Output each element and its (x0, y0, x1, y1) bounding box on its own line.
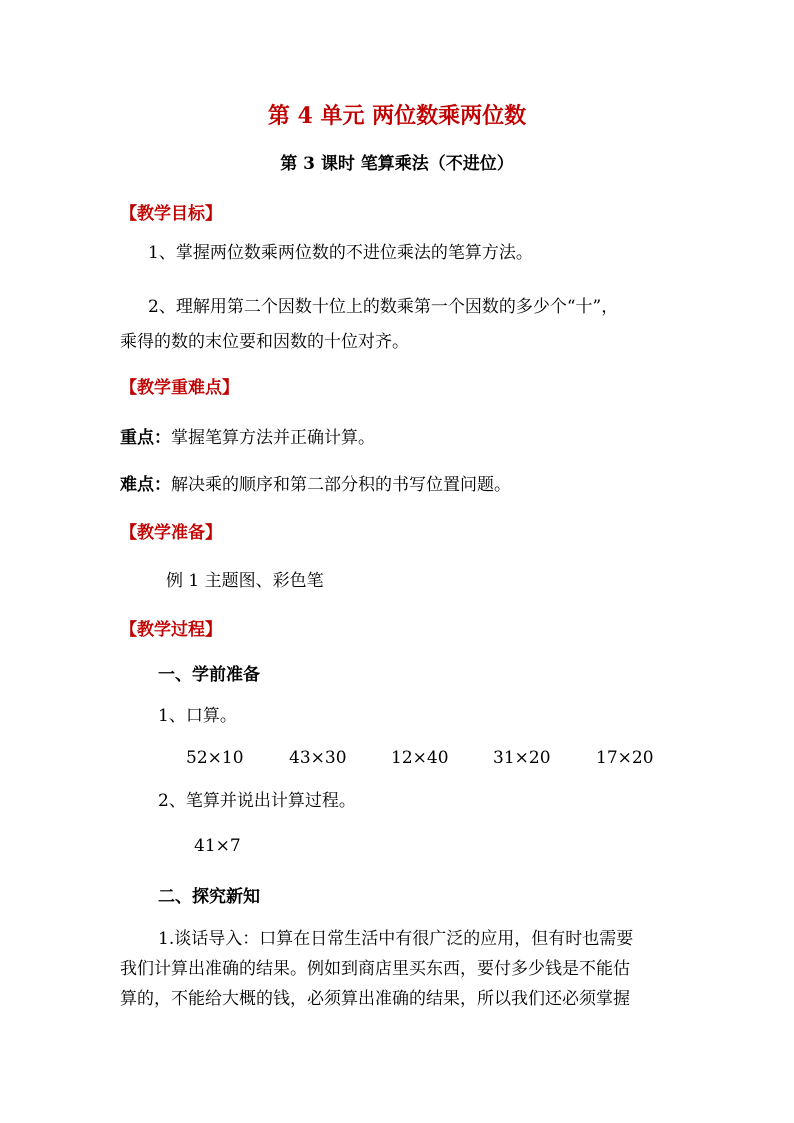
lesson-subtitle: 第 3 课时 笔算乘法（不进位） (280, 154, 514, 174)
unit-title: 第 4 单元 两位数乘两位数 (267, 103, 527, 129)
goal-item-1: 1、掌握两位数乘两位数的不进位乘法的笔算方法。 (148, 243, 533, 263)
intro-line-3: 算的，不能给大概的钱，必须算出准确的结果，所以我们还必须掌握 (120, 989, 630, 1009)
calc-item-2: 43×30 (289, 748, 347, 768)
calc-item-1: 52×10 (186, 748, 244, 768)
goal-item-2-line-2: 乘得的数的末位要和因数的十位对齐。 (120, 332, 409, 352)
calc-item-4: 31×20 (493, 748, 551, 768)
key-point-text: 掌握笔算方法并正确计算。 (171, 428, 375, 448)
written-calc-expression: 41×7 (194, 836, 241, 856)
calc-item-3: 12×40 (391, 748, 449, 768)
goal-item-2-line-1: 2、理解用第二个因数十位上的数乘第一个因数的多少个“十”， (148, 297, 619, 317)
oral-calc-label: 1、口算。 (158, 706, 237, 726)
prep-heading: 【教学准备】 (120, 523, 222, 543)
difficult-point-label: 难点： (120, 475, 171, 495)
intro-line-1: 1.谈话导入：口算在日常生活中有很广泛的应用，但有时也需要 (158, 929, 634, 949)
key-point-line (120, 427, 375, 449)
process-heading: 【教学过程】 (120, 620, 222, 640)
key-point-label: 重点： (120, 428, 171, 448)
difficult-point-line (120, 474, 511, 496)
goals-heading: 【教学目标】 (120, 204, 222, 224)
written-calc-label: 2、笔算并说出计算过程。 (158, 791, 356, 811)
calc-item-5: 17×20 (596, 748, 654, 768)
intro-line-2: 我们计算出准确的结果。例如到商店里买东西，要付多少钱是不能估 (120, 959, 630, 979)
key-points-heading: 【教学重难点】 (120, 378, 239, 398)
prep-text: 例 1 主题图、彩色笔 (166, 571, 324, 591)
difficult-point-text: 解决乘的顺序和第二部分积的书写位置问题。 (171, 475, 511, 495)
part2-title: 二、探究新知 (158, 887, 260, 907)
part1-title: 一、学前准备 (158, 665, 260, 685)
